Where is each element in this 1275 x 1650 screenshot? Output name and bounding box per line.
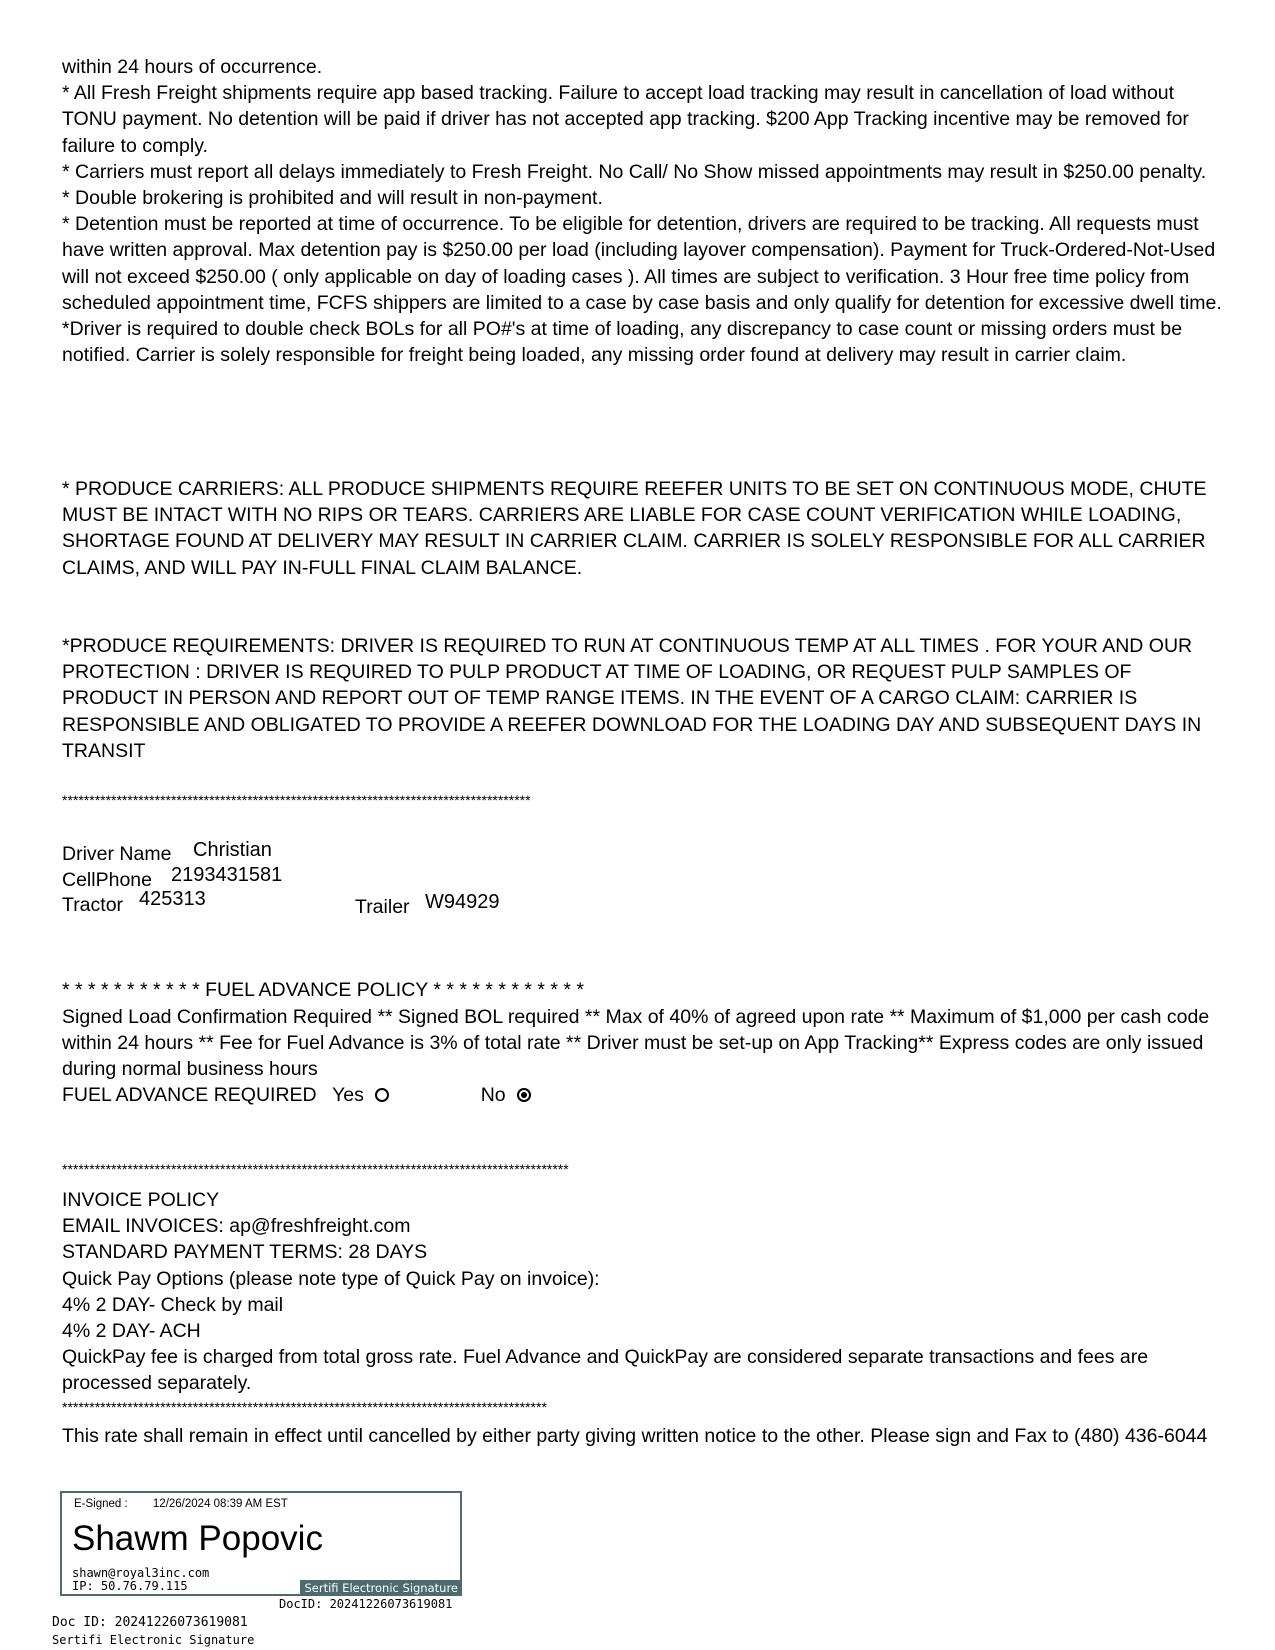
yes-option-label: Yes: [332, 1084, 364, 1106]
cellphone-value: 2193431581: [171, 864, 283, 886]
terms-paragraph: * Detention must be reported at time of occurrence. To be eligible for detention, drivers are required to be tracking. All requests must have written approval. Max detention pay is $250.00 per load (including layover compensation). Payment for Truck-Ordered-Not-Used will not exceed $250.00 ( only applicable on day of loading cases ). All times are subject to verification. 3 Hour free time policy from scheduled appointment time, FCFS shippers are limited to a case by case basis and only qualify for detention for excessive dwell time.: [62, 213, 1222, 314]
separator-line: **************************************************************************************: [62, 792, 531, 808]
e-signed-meta: [74, 1498, 310, 1510]
signature-doc-id: DocID: 20241226073619081: [279, 1597, 453, 1611]
signer-details: [72, 1567, 209, 1593]
cellphone-label: CellPhone: [62, 869, 152, 891]
driver-name-value: Christian: [193, 839, 272, 861]
fuel-advance-required-row: [62, 1083, 531, 1107]
no-radio[interactable]: [517, 1088, 531, 1102]
signer-ip: IP: 50.76.79.115: [72, 1579, 188, 1593]
closing-statement: [62, 1423, 1222, 1449]
terms-paragraph: * All Fresh Freight shipments require app based tracking. Failure to accept load tracking may result in cancellation of load without TONU payment. No detention will be paid if driver has not accepted app tracking. $200 App Tracking incentive may be removed for failure to comply.: [62, 82, 1189, 157]
e-signed-time: 12/26/2024 08:39 AM EST: [152, 1498, 288, 1510]
produce-carriers-section: [62, 476, 1222, 581]
terms-paragraph: * Double brokering is prohibited and will result in non-payment.: [62, 187, 603, 210]
yes-radio[interactable]: [375, 1088, 389, 1102]
quick-pay-fee-note: QuickPay fee is charged from total gross rate. Fuel Advance and QuickPay are considered separate transactions and fees are processed separately.: [62, 1346, 1149, 1395]
fuel-advance-body: [62, 1004, 1222, 1083]
signer-name: Shawm Popovic: [72, 1519, 323, 1558]
terms-paragraph: *Driver is required to double check BOLs for all PO#'s at time of loading, any discrepancy to case count or missing orders must be notified. Carrier is solely responsible for freight being loaded, any missing order found at delivery may result in carrier claim.: [62, 318, 1183, 367]
invoice-policy-section: [62, 1187, 1222, 1397]
separator-line: *****************************************************************************************: [62, 1399, 547, 1415]
signer-email: shawn@royal3inc.com: [72, 1566, 210, 1580]
fuel-advance-text: Signed Load Confirmation Required ** Signed BOL required ** Max of 40% of agreed upon rate ** Maximum of $1,000 per cash code within 24 hours ** Fee for Fuel Advance is 3% of total rate ** Driver must be set-up on App Tracking** Express codes are only issued during normal business hours: [62, 1006, 1210, 1081]
fuel-advance-required-label: FUEL ADVANCE REQUIRED: [62, 1084, 317, 1106]
produce-carriers-text: * PRODUCE CARRIERS: ALL PRODUCE SHIPMENTS REQUIRE REEFER UNITS TO BE SET ON CONTINUOUS MODE, CHUTE MUST BE INTACT WITH NO RIPS OR TEARS. CARRIERS ARE LIABLE FOR CASE COUNT VERIFICATION WHILE LOADING, SHORTAGE FOUND AT DELIVERY MAY RESULT IN CARRIER CLAIM. CARRIER IS SOLELY RESPONSIBLE FOR ALL CARRIER CLAIMS, AND WILL PAY IN-FULL FINAL CLAIM BALANCE.: [62, 478, 1207, 579]
fuel-advance-heading: * * * * * * * * * * * FUEL ADVANCE POLICY * * * * * * * * * * * *: [62, 979, 585, 1001]
trailer-value: W94929: [425, 891, 500, 913]
invoice-email: EMAIL INVOICES: ap@freshfreight.com: [62, 1215, 411, 1238]
produce-requirements-text: *PRODUCE REQUIREMENTS: DRIVER IS REQUIRED TO RUN AT CONTINUOUS TEMP AT ALL TIMES . FOR YOUR AND OUR PROTECTION : DRIVER IS REQUIRED TO PULP PRODUCT AT TIME OF LOADING, OR REQUEST PULP SAMPLES OF PRODUCT IN PERSON AND REPORT OUT OF TEMP RANGE ITEMS. IN THE EVENT OF A CARGO CLAIM: CARRIER IS RESPONSIBLE AND OBLIGATED TO PROVIDE A REEFER DOWNLOAD FOR THE LOADING DAY AND SUBSEQUENT DAYS IN TRANSIT: [62, 635, 1202, 762]
e-signature-box: [60, 1491, 462, 1596]
closing-text: This rate shall remain in effect until cancelled by either party giving written notice to the other. Please sign and Fax to (480) 436-6044: [62, 1425, 1208, 1447]
quick-pay-ach: 4% 2 DAY- ACH: [62, 1320, 201, 1343]
tractor-value: 425313: [139, 888, 206, 910]
separator-line: *********************************************************************************************: [62, 1161, 569, 1177]
terms-paragraph: within 24 hours of occurrence.: [62, 56, 323, 78]
footer-doc-id: Doc ID: 20241226073619081: [52, 1615, 248, 1630]
no-option-label: No: [480, 1084, 506, 1106]
quick-pay-check: 4% 2 DAY- Check by mail: [62, 1293, 284, 1316]
tractor-label: Tractor: [62, 894, 124, 916]
quick-pay-options: Quick Pay Options (please note type of Quick Pay on invoice):: [62, 1267, 600, 1290]
trailer-label: Trailer: [355, 896, 410, 918]
driver-name-label: Driver Name: [62, 843, 172, 865]
produce-requirements-section: [62, 633, 1222, 764]
terms-paragraph: * Carriers must report all delays immediately to Fresh Freight. No Call/ No Show missed appointments may result in $250.00 penalty.: [62, 160, 1207, 183]
sertifi-badge: Sertifi Electronic Signature: [300, 1580, 462, 1596]
e-signed-label: E-Signed :: [74, 1498, 128, 1510]
footer-sertifi-label: Sertifi Electronic Signature: [52, 1633, 255, 1647]
terms-section: [62, 54, 1222, 368]
invoice-policy-title: INVOICE POLICY: [62, 1189, 220, 1211]
payment-terms: STANDARD PAYMENT TERMS: 28 DAYS: [62, 1241, 428, 1264]
